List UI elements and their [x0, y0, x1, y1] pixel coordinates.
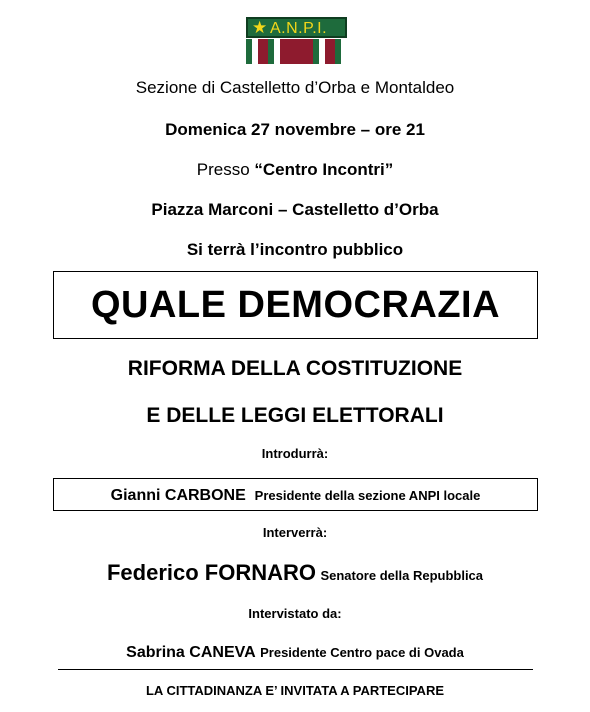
logo-banner: [246, 17, 347, 38]
interviewer-line: [0, 644, 590, 662]
interviewer-name: Sabrina CANEVA: [126, 644, 256, 661]
logo-text: A.N.P.I.: [270, 20, 328, 37]
flag-stripe: [258, 39, 268, 64]
venue-line: [0, 160, 590, 180]
event-intro: Si terrà l’incontro pubblico: [186, 240, 404, 259]
speaker-role: Senatore della Repubblica: [320, 568, 484, 583]
flag-stripe: [325, 39, 335, 64]
venue-prefix: Presso: [196, 160, 255, 179]
flag-stripe: [280, 39, 313, 64]
flag-stripes: [246, 39, 347, 64]
interviewer-label: Intervistato da:: [248, 606, 342, 621]
introducer-role: Presidente della sezione ANPI locale: [254, 488, 481, 503]
section-name: Sezione di Castelletto d’Orba e Montaldeo: [135, 78, 455, 97]
anpi-logo: [246, 17, 347, 64]
venue-name: “Centro Incontri”: [254, 160, 394, 179]
introducer-line: [54, 487, 537, 505]
main-title: QUALE DEMOCRAZIA: [90, 284, 501, 326]
footer-invitation: LA CITTADINANZA E’ INVITATA A PARTECIPARE: [145, 683, 445, 698]
flag-stripe: [341, 39, 347, 64]
introducer-box: [53, 478, 538, 511]
subtitle-line-1: RIFORMA DELLA COSTITUZIONE: [127, 357, 463, 380]
main-title-box: [53, 271, 538, 339]
introducer-label: Introdurrà:: [261, 446, 329, 461]
venue-address: Piazza Marconi – Castelletto d’Orba: [151, 200, 439, 219]
interviewer-role: Presidente Centro pace di Ovada: [260, 645, 464, 660]
divider: [58, 669, 533, 670]
introducer-name: Gianni CARBONE: [110, 487, 246, 504]
speaker-line: [0, 560, 590, 586]
speaker-label: Interverrà:: [262, 525, 328, 540]
subtitle-line-2: E DELLE LEGGI ELETTORALI: [146, 404, 444, 427]
star-icon: ★: [252, 18, 268, 37]
speaker-name: Federico FORNARO: [106, 560, 317, 585]
event-date: Domenica 27 novembre – ore 21: [165, 120, 425, 139]
